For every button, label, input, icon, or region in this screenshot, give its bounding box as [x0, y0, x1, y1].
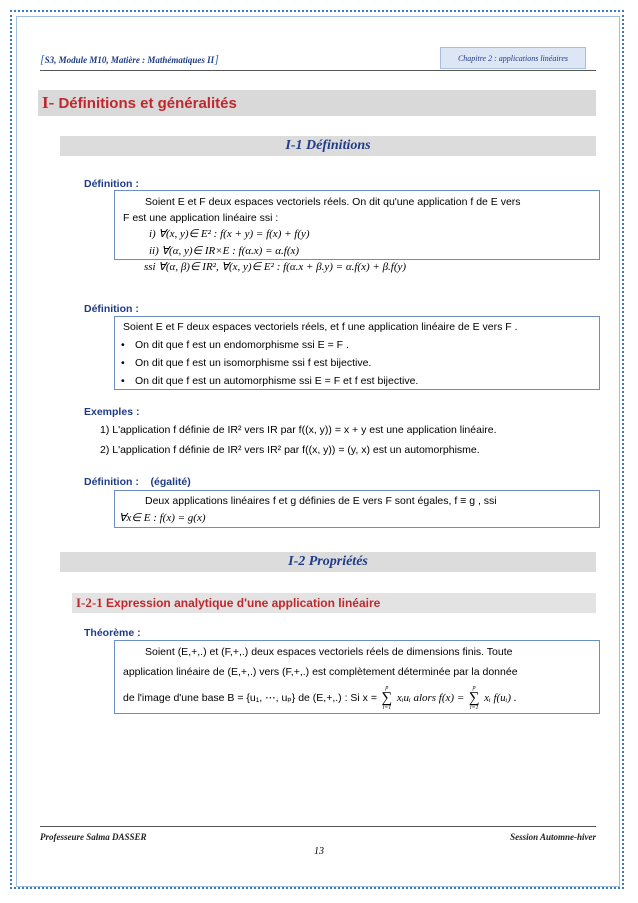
header-chapter-text: Chapitre 2 : applications linéaires	[457, 54, 569, 63]
example-2: 2) L'application f définie de IR² vers IR² par f((x, y)) = (y, x) est un automorphisme.	[100, 444, 480, 456]
def2-bullet3: On dit que f est un automorphisme ssi E = F et f est bijective.	[135, 375, 419, 387]
subsection-number: I-1	[285, 138, 303, 153]
def2-bullet1: On dit que f est un endomorphisme ssi E = F .	[135, 339, 349, 351]
definition-box-linear-map	[114, 190, 600, 260]
def1-line3: i) ∀(x, y)∈ E² : f(x + y) = f(x) + f(y)	[149, 228, 310, 240]
definition-label: Définition : (égalité)	[84, 476, 191, 488]
def1-line2: F est une application linéaire ssi :	[123, 212, 279, 224]
theorem-line3-part2: xᵢuᵢ alors f(x) =	[396, 691, 465, 704]
definition-label: Définition :	[84, 178, 139, 190]
theorem-box	[114, 640, 600, 714]
def1-line5: ssi ∀(α, β)∈ IR², ∀(x, y)∈ E² : f(α.x + β.y) = α.f(x) + β.f(y)	[144, 261, 407, 273]
footer-rule	[40, 826, 596, 827]
theorem-label: Théorème :	[84, 627, 141, 639]
theorem-line3	[123, 685, 517, 711]
def3-line2: ∀x∈ E : f(x) = g(x)	[119, 512, 206, 524]
definition-box-equality	[114, 490, 600, 528]
theorem-line1: Soient (E,+,.) et (F,+,.) deux espaces vectoriels réels de dimensions finis. Toute	[145, 646, 513, 658]
definition-tag: (égalité)	[150, 476, 191, 488]
def3-line1: Deux applications linéaires f et g définies de E vers F sont égales, f ≡ g , ssi	[145, 495, 497, 507]
def1-line4: ii) ∀(α, y)∈ IR×E : f(α.x) = α.f(x)	[149, 245, 300, 257]
subsection-bar-definitions	[60, 136, 596, 156]
section-title	[38, 90, 596, 116]
bullet-icon: •	[121, 357, 125, 369]
subsection-title: Définitions	[302, 138, 371, 153]
footer-session: Session Automne-hiver	[510, 832, 596, 842]
def2-bullet2: On dit que f est un isomorphisme ssi f est bijective.	[135, 357, 372, 369]
subsubsection-title	[72, 593, 596, 613]
section-number: I-	[42, 93, 55, 112]
header-rule	[40, 70, 596, 71]
theorem-line3-part1: de l'image d'une base B = {u₁, ⋯, uₚ} de (E,+,.) : Si x =	[123, 691, 377, 704]
header-chapter-box	[440, 47, 586, 69]
theorem-line2: application linéaire de (E,+,.) vers (F,+,.) est complètement déterminée par la donnée	[123, 666, 518, 678]
definition-box-morphisms	[114, 316, 600, 390]
bullet-icon: •	[121, 375, 125, 387]
header-course-info: [S3, Module M10, Matière : Mathématiques II]	[40, 52, 219, 66]
def1-line1: Soient E et F deux espaces vectoriels réels. On dit qu'une application f de E vers	[145, 196, 521, 208]
subsection-number: I-2	[288, 554, 306, 569]
examples-label: Exemples :	[84, 406, 140, 418]
subsection-bar-properties	[60, 552, 596, 572]
example-1: 1) L'application f définie de IR² vers IR par f((x, y)) = x + y est une application linéaire.	[100, 424, 497, 436]
sum-symbol-icon: p ∑ i=1	[468, 685, 480, 711]
theorem-line3-part3: xᵢ f(uᵢ) .	[484, 691, 517, 704]
subsubsection-number: I-2-1	[76, 595, 103, 610]
definition-label: Définition :	[84, 303, 139, 315]
subsubsection-text: Expression analytique d'une application linéaire	[102, 596, 381, 610]
bullet-icon: •	[121, 339, 125, 351]
section-title-text: Définitions et généralités	[54, 95, 237, 112]
page-number: 13	[314, 846, 324, 857]
subsection-title: Propriétés	[305, 554, 368, 569]
def2-line1: Soient E et F deux espaces vectoriels réels, et f une application linéaire de E vers F .	[123, 321, 518, 333]
footer-author: Professeure Salma DASSER	[40, 832, 147, 842]
sum-symbol-icon: p ∑ i=1	[381, 685, 393, 711]
